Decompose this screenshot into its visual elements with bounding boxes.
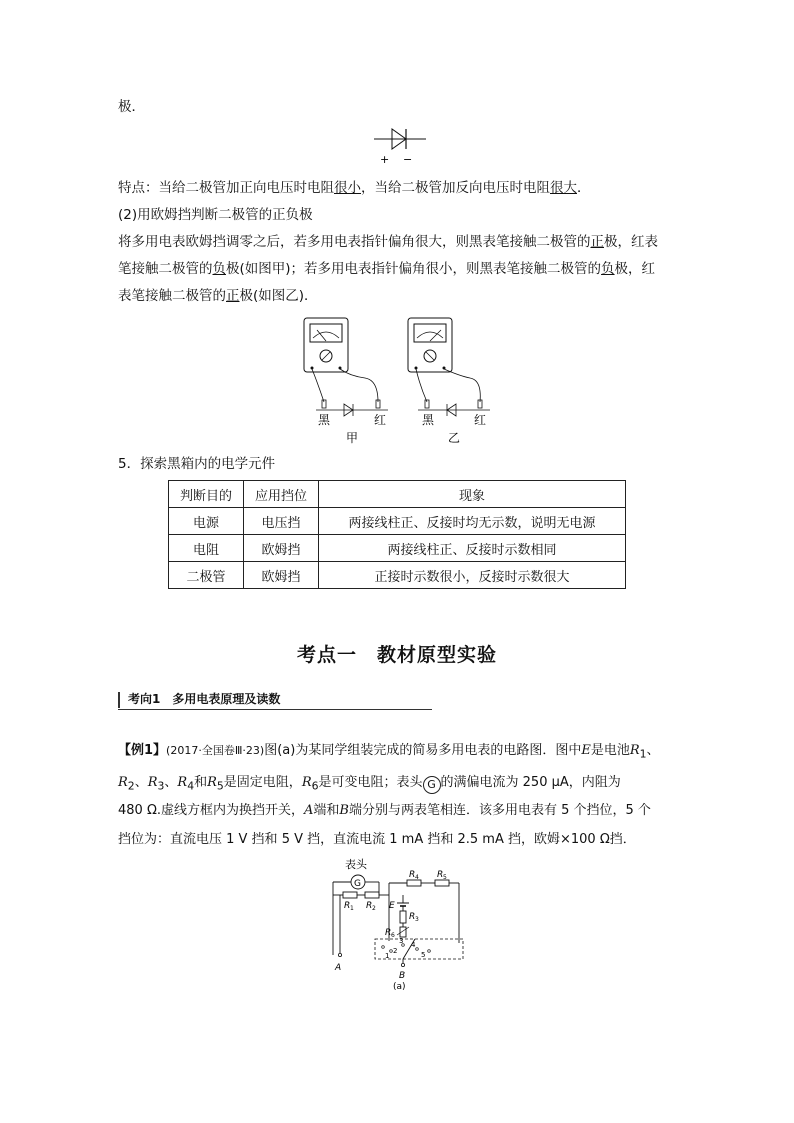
subscript: 6 [311, 779, 319, 793]
text-span: 480 Ω.虚线方框内为换挡开关， [118, 803, 305, 818]
table-header: 判断目的 [169, 481, 244, 508]
R5-subscript: 5 [443, 874, 447, 881]
underlined-text: 负 [601, 261, 615, 277]
text-span: 特点：当给二极管加正向电压时电阻 [118, 180, 334, 196]
subscript: 1 [639, 747, 647, 761]
R3-label: R [409, 912, 416, 922]
table-header-row [169, 481, 626, 508]
paragraph-line [118, 232, 658, 252]
underlined-text: 正 [590, 234, 604, 250]
example-line [118, 741, 660, 765]
table-cell: 欧姆挡 [244, 535, 319, 562]
example-line: 挡位为：直流电压 1 V 挡和 5 V 挡，直流电流 1 mA 挡和 2.5 mA 挡，欧姆×100 Ω挡． [118, 832, 636, 847]
feature-line [118, 178, 591, 198]
text-span: 、 [646, 743, 660, 758]
symbol-A: A [304, 803, 314, 818]
terminal-A-label: A [335, 963, 342, 973]
underlined-text: 正 [226, 288, 240, 304]
underlined-text: 负 [212, 261, 226, 277]
switch-pos-5: 5 [421, 951, 426, 959]
table-cell: 两接线柱正、反接时均无示数，说明无电源 [319, 508, 626, 535]
multimeter-figure [290, 314, 510, 446]
terminal-B-label: B [399, 971, 406, 981]
paragraph-line [118, 259, 655, 279]
text-span: 端分别与两表笔相连．该多用电表有 5 个挡位，5 个 [348, 803, 651, 818]
section-label: 考向1 多用电表原理及读数 [128, 692, 281, 706]
text-span: 笔接触二极管的 [118, 261, 213, 277]
section-header [118, 688, 432, 712]
underlined-text: 很小 [334, 180, 361, 196]
symbol-B: B [339, 803, 349, 818]
text-span: 极，红 [614, 261, 656, 277]
R1-subscript: 1 [350, 905, 354, 912]
figure-label-jia: 甲 [346, 431, 359, 445]
table-cell: 欧姆挡 [244, 562, 319, 589]
text-span: 和 [194, 775, 208, 790]
galvanometer-icon: G [423, 776, 441, 794]
subheading: (2)用欧姆挡判断二极管的正负极 [118, 207, 313, 223]
black-probe-label: 黑 [318, 413, 331, 427]
text-span: 是可变电阻；表头 [318, 775, 423, 790]
diode-plus-label: + [380, 153, 390, 166]
R4-label: R [409, 870, 416, 880]
table-cell: 电源 [169, 508, 244, 535]
circuit-diagram [325, 855, 475, 990]
text-span: 、 [164, 775, 178, 790]
R5-label: R [437, 870, 444, 880]
table-cell: 正接时示数很小，反接时示数很大 [319, 562, 626, 589]
diode-symbol-icon [370, 125, 430, 167]
symbol-R: R [118, 775, 128, 790]
figure-label-yi: 乙 [448, 431, 461, 445]
section-heading: 5．探索黑箱内的电学元件 [118, 456, 276, 472]
red-probe-label: 红 [374, 413, 387, 427]
R6-label: R [385, 928, 392, 938]
subscript: 5 [216, 779, 224, 793]
symbol-R: R [177, 775, 188, 790]
subscript: 4 [187, 779, 195, 793]
switch-pos-1: 1 [385, 952, 390, 960]
symbol-R: R [207, 775, 217, 790]
table-cell: 两接线柱正、反接时示数相同 [319, 535, 626, 562]
switch-pos-3: 3 [399, 937, 404, 945]
black-probe-label: 黑 [422, 413, 435, 427]
underlined-text: 很大 [550, 180, 577, 196]
section-bar [118, 692, 120, 708]
text-span: ，当给二极管加反向电压时电阻 [361, 180, 550, 196]
text-span: 图(a)为某同学组装完成的简易多用电表的电路图．图中 [264, 743, 582, 758]
table-row [169, 508, 626, 535]
example-tag: 【例1】 [118, 743, 167, 758]
R6-subscript: 6 [391, 932, 395, 939]
text-span: 是电池 [590, 743, 630, 758]
table-cell: 电阻 [169, 535, 244, 562]
symbol-E: E [581, 743, 591, 758]
text-line: 极． [118, 99, 145, 115]
switch-pos-4: 4 [411, 941, 416, 949]
R2-subscript: 2 [372, 905, 376, 912]
text-span: 端和 [313, 803, 340, 818]
meter-label: 表头 [345, 858, 367, 871]
text-span: 、 [134, 775, 148, 790]
text-span: 极(如图甲)；若多用电表指针偏角很小，则黑表笔接触二极管的 [226, 261, 602, 277]
R1-label: R [344, 901, 351, 911]
table-row [169, 535, 626, 562]
text-span: 极(如图乙)． [239, 288, 318, 304]
figure-caption: (a) [393, 982, 406, 990]
example-line [118, 801, 651, 821]
table-header: 应用挡位 [244, 481, 319, 508]
symbol-R: R [301, 775, 312, 790]
switch-pos-2: 2 [393, 947, 398, 955]
text-span: 极，红表 [604, 234, 658, 250]
table-row [169, 562, 626, 589]
subscript: 3 [157, 779, 165, 793]
table-cell: 二极管 [169, 562, 244, 589]
symbol-R: R [147, 775, 158, 790]
text-span: 表笔接触二极管的 [118, 288, 226, 304]
example-source: (2017·全国卷Ⅲ·23) [166, 744, 265, 757]
battery-E-label: E [389, 901, 395, 911]
table-cell: 电压挡 [244, 508, 319, 535]
page-title: 考点一 教材原型实验 [296, 644, 497, 666]
diode-minus-label: − [403, 153, 413, 166]
text-span: ． [577, 180, 591, 196]
R3-subscript: 3 [415, 916, 419, 923]
table-header: 现象 [319, 481, 626, 508]
paragraph-line [118, 286, 318, 306]
text-span: 的满偏电流为 250 μA，内阻为 [440, 775, 621, 790]
R4-subscript: 4 [415, 874, 419, 881]
example-line [118, 773, 621, 797]
galvanometer-icon: G [354, 879, 361, 889]
red-probe-label: 红 [474, 413, 487, 427]
R2-label: R [366, 901, 373, 911]
symbol-R: R [629, 743, 640, 758]
text-span: 是固定电阻， [223, 775, 302, 790]
section-rule [118, 709, 432, 710]
subscript: 2 [127, 779, 135, 793]
text-span: 将多用电表欧姆挡调零之后，若多用电表指针偏角很大，则黑表笔接触二极管的 [118, 234, 591, 250]
black-box-table [168, 480, 626, 589]
